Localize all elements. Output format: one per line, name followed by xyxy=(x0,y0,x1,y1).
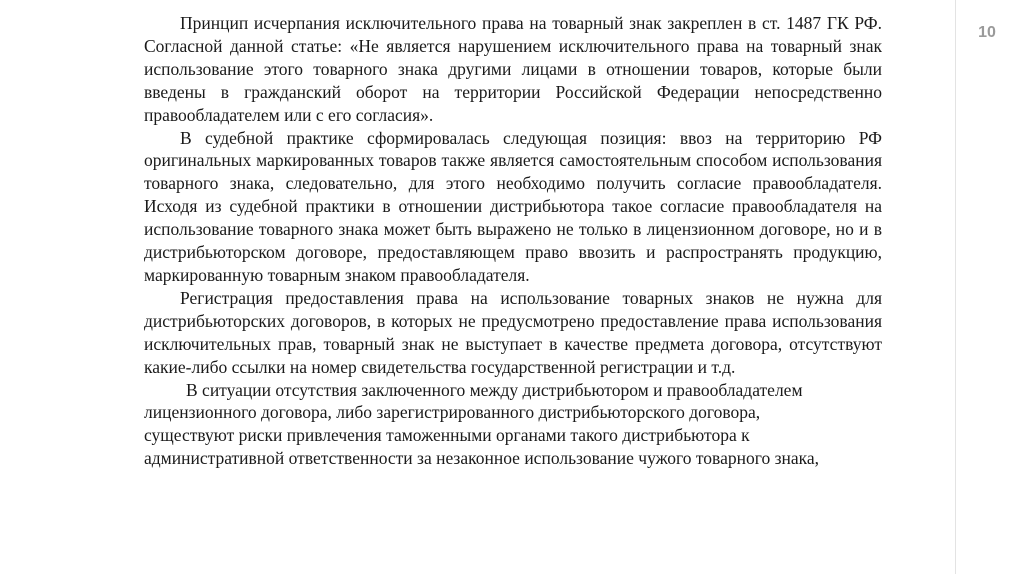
paragraph-risks: В ситуации отсутствия заключенного между дистрибьютором и правообладателем лицензионного договора, либо зарегистрированного дистрибьюторского договора, существуют риски привлечения таможенными органами такого дистрибьютора к административной ответственности за незаконное использование чужого товарного знака, xyxy=(144,379,819,469)
paragraph-judicial-practice: В судебной практике сформировалась следующая позиция: ввоз на территорию РФ оригинальных маркированных товаров также является самостоятельным способом использования товарного знака, следовательно, для этого необходимо получить согласие правообладателя. Исходя из судебной практики в отношении дистрибьютора такое согласие правообладателя на использование товарного знака может быть выражено не только в лицензионном договоре, но и в дистрибьюторском договоре, предоставляющем право ввозить и распространять продукцию, маркированную товарным знаком правообладателя. xyxy=(144,127,882,285)
page-number: 10 xyxy=(978,24,996,41)
slide-edge-divider xyxy=(955,0,956,574)
paragraph-registration: Регистрация предоставления права на использование товарных знаков не нужна для дистрибьюторских договоров, в которых не предусмотрено предоставление права использования исключительных прав, товарный знак не выступает в качестве предмета договора, отсутствуют какие-либо ссылки на номер свидетельства государственной регистрации и т.д. xyxy=(144,287,882,377)
slide-body xyxy=(144,12,882,470)
paragraph-exhaustion-principle: Принцип исчерпания исключительного права на товарный знак закреплен в ст. 1487 ГК РФ. Согласной данной статье: «Не является нарушением исключительного права на товарный знак использование этого товарного знака другими лицами в отношении товаров, которые были введены в гражданский оборот на территории Российской Федерации непосредственно правообладателем или с его согласия». xyxy=(144,13,882,125)
